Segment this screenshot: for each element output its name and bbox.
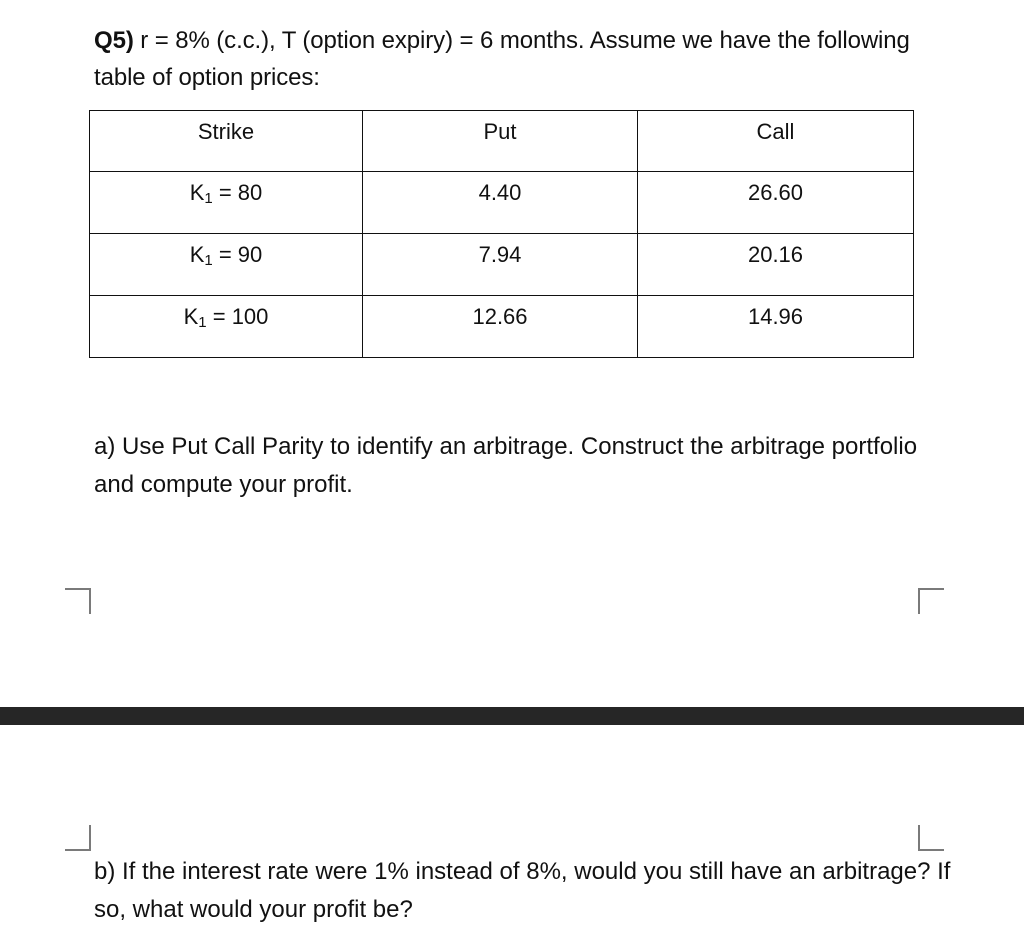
question-heading [94, 22, 954, 96]
option-prices-table [89, 110, 914, 358]
strike-subscript: 1 [204, 252, 213, 269]
crop-mark-bottom-right-icon [918, 825, 944, 851]
crop-mark-bottom-left-icon [65, 825, 91, 851]
strike-cell [90, 172, 363, 234]
strike-symbol: K [189, 180, 205, 205]
strike-cell [90, 296, 363, 358]
strike-cell [90, 234, 363, 296]
strike-subscript: 1 [198, 314, 207, 331]
put-price-cell: 7.94 [363, 234, 638, 296]
call-price-cell: 20.16 [638, 234, 914, 296]
strike-value: = 100 [206, 304, 269, 329]
crop-mark-top-right-icon [918, 588, 944, 614]
part-a-question: a) Use Put Call Parity to identify an arbitrage. Construct the arbitrage portfolio and compute your profit. [94, 433, 918, 498]
put-price-cell: 12.66 [363, 296, 638, 358]
put-price-cell: 4.40 [363, 172, 638, 234]
table-header-row [90, 111, 914, 172]
strike-value: = 80 [212, 180, 263, 205]
question-number: Q5) [94, 27, 134, 54]
page-break-bar [0, 707, 1024, 725]
part-b-question: b) If the interest rate were 1% instead of 8%, would you still have an arbitrage? If so, what would your profit be? [94, 858, 951, 923]
call-price-cell: 14.96 [638, 296, 914, 358]
call-price-cell: 26.60 [638, 172, 914, 234]
strike-subscript: 1 [204, 190, 213, 207]
header-call: Call [638, 111, 914, 172]
header-put: Put [363, 111, 638, 172]
table-row [90, 234, 914, 296]
strike-value: = 90 [212, 242, 263, 267]
header-strike: Strike [90, 111, 363, 172]
question-text: r = 8% (c.c.), T (option expiry) = 6 months. Assume we have the following table of option prices: [94, 27, 910, 91]
table-row [90, 296, 914, 358]
table-row [90, 172, 914, 234]
strike-symbol: K [189, 242, 205, 267]
strike-symbol: K [183, 304, 199, 329]
crop-mark-top-left-icon [65, 588, 91, 614]
